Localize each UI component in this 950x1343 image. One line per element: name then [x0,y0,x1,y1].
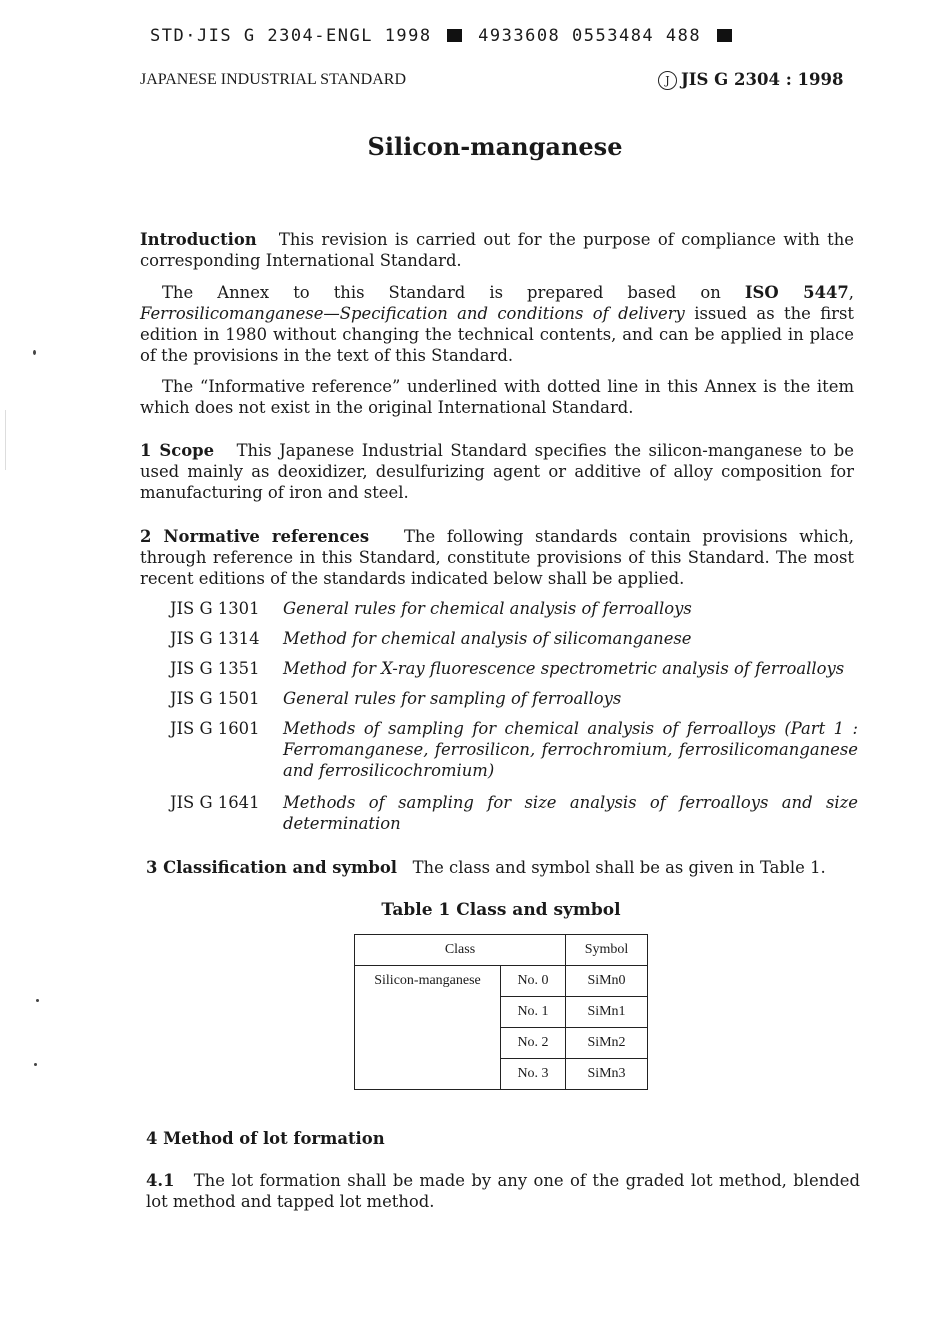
reference-code: JIS G 1301 [170,599,260,618]
scan-speck [33,350,36,355]
classification-section [146,857,866,878]
introduction-heading: Introduction [140,230,257,249]
normative-references-heading: 2 Normative references [140,527,370,546]
table-header-symbol: Symbol [566,935,648,966]
table-cell-class-no: No. 3 [501,1059,566,1090]
stamp-mid-text: 4933608 0553484 488 [478,26,702,46]
stamp-left-text: STD·JIS G 2304-ENGL 1998 [150,26,432,46]
iso-title: Ferrosilicomanganese—Specification and conditions of delivery [140,304,685,323]
reference-code: JIS G 1314 [170,629,260,648]
reference-title: Methods of sampling for size analysis of ferroalloys and size determination [283,793,858,833]
reference-code: JIS G 1641 [170,793,260,812]
reference-title: General rules for sampling of ferroalloys [283,689,622,708]
scan-speck [34,1063,37,1066]
reference-item [170,718,860,781]
reference-title: Method for chemical analysis of silicomanganese [283,629,692,648]
table-cell-class-no: No. 2 [501,1028,566,1059]
scope-text: This Japanese Industrial Standard specifies the silicon-manganese to be used mainly as deoxidizer, desulfurizing agent or additive of alloy composition for manufacturing of iron and steel. [140,441,854,502]
redaction-block [717,29,732,42]
reference-item [170,688,860,709]
table-cell-class-no: No. 0 [501,966,566,997]
reference-title: Method for X-ray fluorescence spectrometric analysis of ferroalloys [283,659,845,678]
reference-item [170,598,860,619]
scope-heading: 1 Scope [140,441,215,460]
scan-speck [36,999,39,1002]
page-title: Silicon-manganese [367,132,623,161]
table-group-cell: Silicon-manganese [355,966,501,1090]
reference-code: JIS G 1351 [170,659,260,678]
lot-formation-heading [146,1128,860,1149]
lot-formation-clause [146,1170,860,1212]
table-header-row [355,935,648,966]
lot-formation-heading-text: 4 Method of lot formation [146,1129,385,1148]
standard-number-text: JIS G 2304 : 1998 [681,70,844,89]
annex-paragraph [140,282,854,366]
table-row [355,966,648,997]
reference-item [170,658,860,679]
table-cell-symbol: SiMn1 [566,997,648,1028]
annex-text-a: The Annex to this Standard is prepared based on [162,283,745,302]
scope-section [140,440,854,503]
reference-item [170,792,860,834]
annex-text-b: , [848,283,854,302]
class-symbol-table [354,934,648,1090]
table-cell-symbol: SiMn0 [566,966,648,997]
reference-code: JIS G 1601 [170,719,260,738]
annex-text-c: issued as the first edition in 1980 without changing the technical contents, and can be applied in place of the provisions in the text of this Standard. [140,304,854,365]
scan-edge-mark [5,410,6,470]
clause-number: 4.1 [146,1171,175,1190]
table-cell-class-no: No. 1 [501,997,566,1028]
table-title: Table 1 Class and symbol [381,900,621,920]
document-stamp-line [150,26,736,46]
standard-type: JAPANESE INDUSTRIAL STANDARD [140,71,406,88]
table-cell-symbol: SiMn2 [566,1028,648,1059]
reference-code: JIS G 1501 [170,689,260,708]
table-header-class: Class [355,935,566,966]
iso-reference: ISO 5447 [744,283,849,302]
reference-item [170,628,860,649]
reference-title: General rules for chemical analysis of ferroalloys [283,599,692,618]
standard-number [658,70,843,90]
introduction-paragraph [140,229,854,271]
normative-references-text: The following standards contain provisions which, through reference in this Standard, constitute provisions of this Standard. The most recent editions of the standards indicated below shall be applied. [140,527,854,588]
introduction-text: This revision is carried out for the purpose of compliance with the corresponding International Standard. [140,230,854,270]
classification-text: The class and symbol shall be as given in Table 1. [412,858,826,877]
informative-reference-paragraph: The “Informative reference” underlined with dotted line in this Annex is the item which does not exist in the original International Standard. [140,377,854,417]
clause-text: The lot formation shall be made by any one of the graded lot method, blended lot method and tapped lot method. [146,1171,860,1211]
classification-heading: 3 Classification and symbol [146,858,397,877]
normative-references-section [140,526,854,589]
redaction-block [447,29,462,42]
reference-title: Methods of sampling for chemical analysis of ferroalloys (Part 1 : Ferromanganese, ferrosilicon, ferrochromium, ferrosilicomanganese and ferrosilicochromium) [283,719,858,780]
table-cell-symbol: SiMn3 [566,1059,648,1090]
jis-mark-icon: J [658,71,677,90]
